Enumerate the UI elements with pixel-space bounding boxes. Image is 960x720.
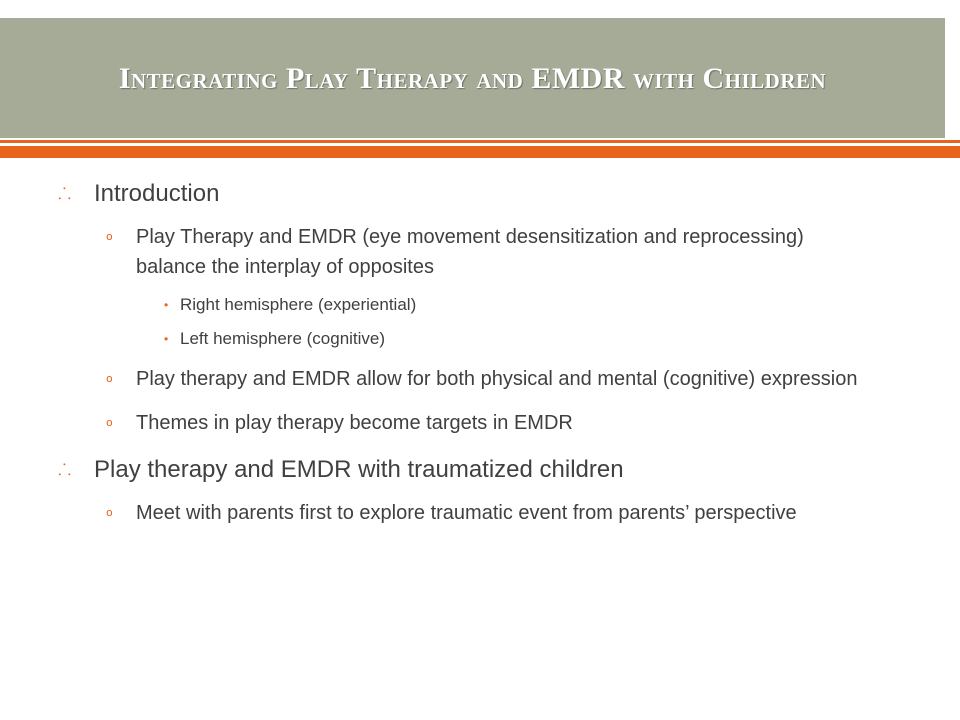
bullet-icon: ⸫ [58,460,72,479]
dot-bullet-icon: • [164,298,169,312]
bullet-text: Play therapy and EMDR with traumatized children [94,456,624,483]
sub-sub-bullet-text: Left hemisphere (cognitive) [180,329,386,348]
dot-bullet-icon: • [164,332,169,346]
sub-bullet-text: Play Therapy and EMDR (eye movement desensitization and reprocessing) balance the interplay of opposites [136,226,804,278]
sub-bullet-icon: o [106,416,113,429]
sub-sub-bullet-text: Right hemisphere (experiential) [180,295,417,314]
sub-bullet [106,364,878,394]
sub-bullet-list [58,222,878,438]
sub-sub-bullet [164,294,878,316]
slide-title: Integrating Play Therapy and EMDR with Children [118,62,827,95]
sub-bullet-text: Themes in play therapy become targets in EMDR [136,412,573,434]
sub-bullet [106,222,878,282]
sub-bullet-icon: o [106,230,113,243]
sub-sub-bullet [164,328,878,350]
bullet-text: Introduction [94,180,220,207]
bullet-introduction [58,180,878,438]
sub-bullet [106,408,878,438]
accent-rule-thin [0,140,960,143]
sub-bullet-icon: o [106,506,113,519]
bullet-traumatized-children [58,456,878,528]
sub-bullet-list [58,498,878,528]
accent-rule-thick [0,146,960,158]
sub-bullet-text: Meet with parents first to explore traumatic event from parents’ perspective [136,502,797,524]
title-band [0,18,945,138]
sub-bullet [106,498,878,528]
sub-bullet-icon: o [106,372,113,385]
bullet-icon: ⸫ [58,184,72,203]
sub-bullet-text: Play therapy and EMDR allow for both physical and mental (cognitive) expression [136,368,858,390]
slide-content [58,172,878,528]
